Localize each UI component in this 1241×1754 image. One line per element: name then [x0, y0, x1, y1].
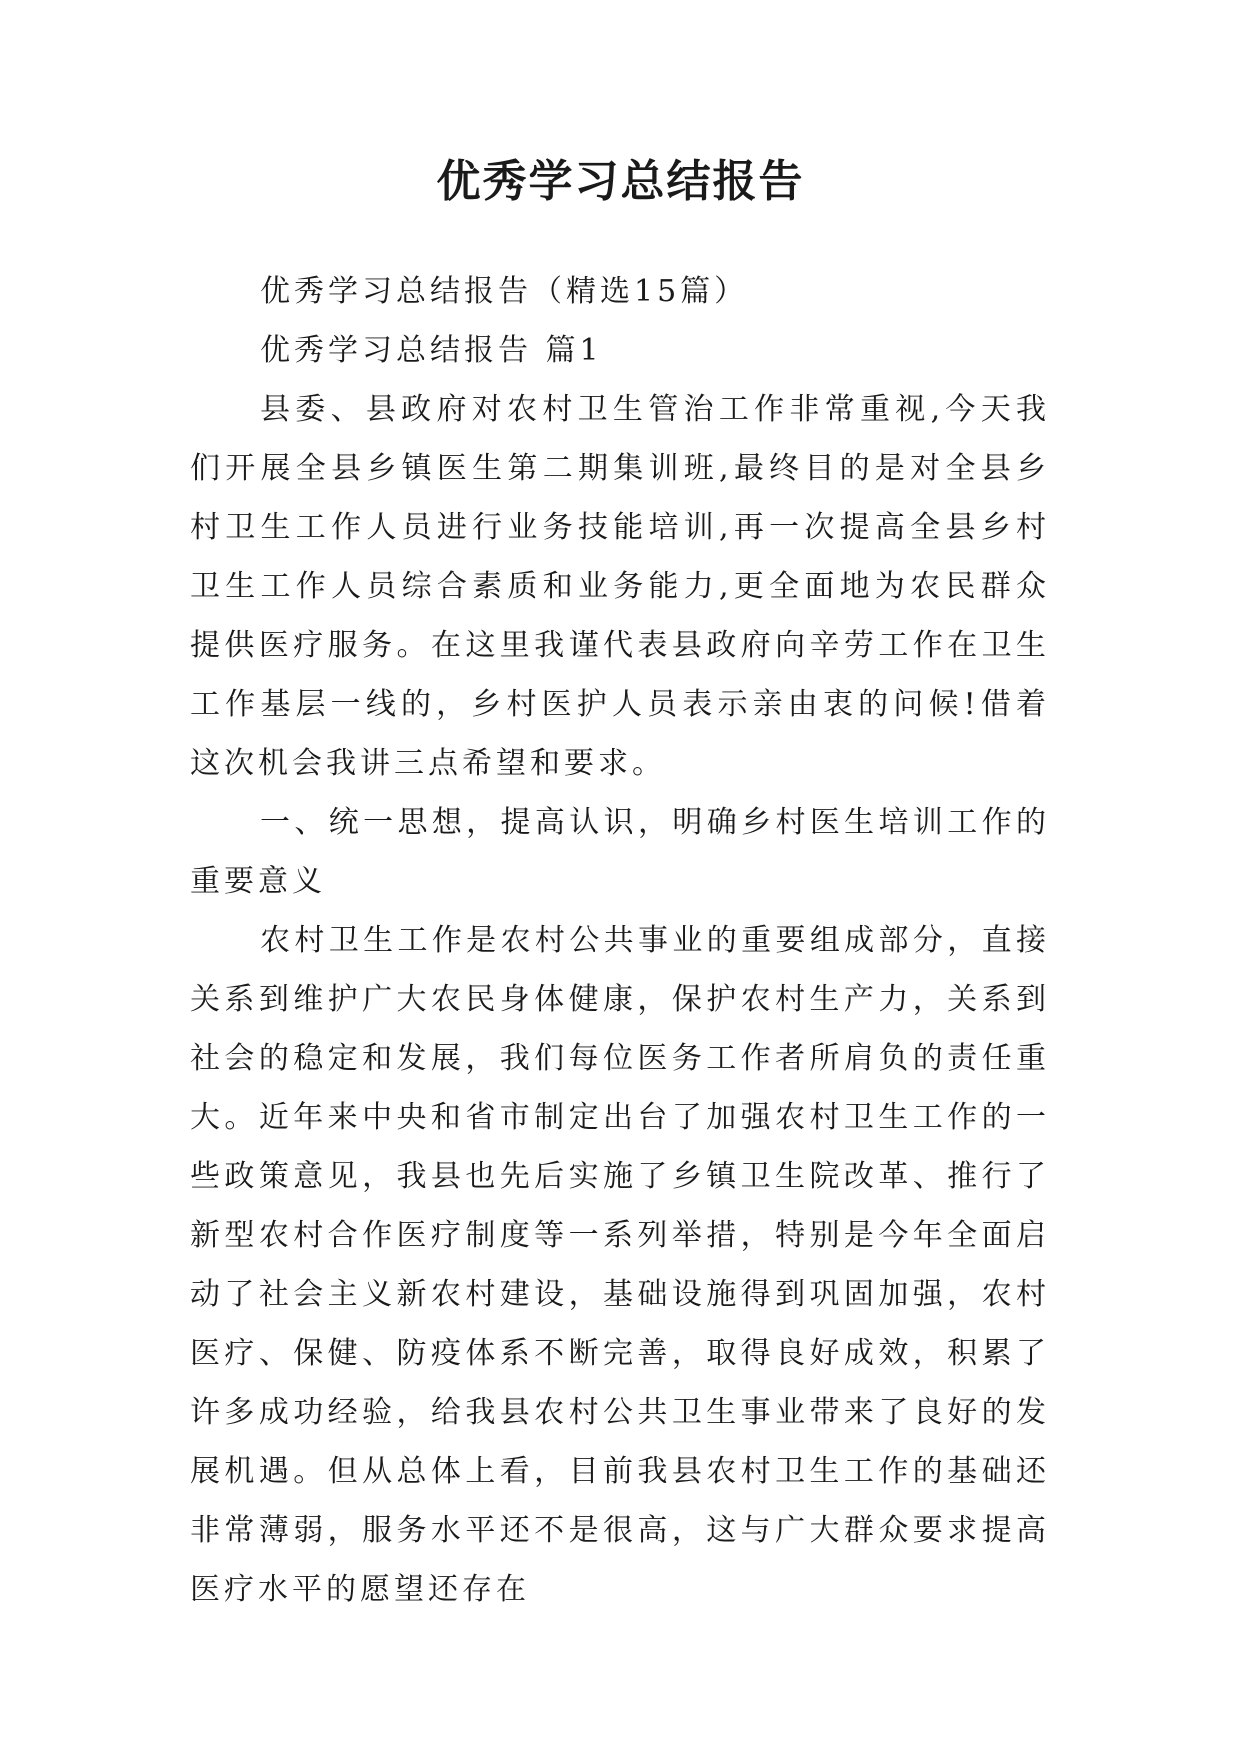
document-title: 优秀学习总结报告 — [436, 156, 805, 207]
point-heading: 一、统一思想，提高认识，明确乡村医生培训工作的重要意义 — [190, 805, 1050, 899]
body-paragraph: 县委、县政府对农村卫生管治工作非常重视,今天我们开展全县乡镇医生第二期集训班,最终目的是对全县乡村卫生工作人员进行业务技能培训,再一次提高全县乡村卫生工作人员综合素质和业务能力,更全面地为农民群众提供医疗服务。在这里我谨代表县政府向辛劳工作在卫生工作基层一线的，乡村医护人员表示亲由衷的问候!借着这次机会我讲三点希望和要求。 — [190, 392, 1050, 781]
subtitle-paragraph: 优秀学习总结报告（精选15篇） — [260, 274, 749, 309]
section-heading: 优秀学习总结报告 篇1 — [260, 333, 603, 368]
body-paragraph: 农村卫生工作是农村公共事业的重要组成部分，直接关系到维护广大农民身体健康，保护农村生产力，关系到社会的稳定和发展，我们每位医务工作者所肩负的责任重大。近年来中央和省市制定出台了加强农村卫生工作的一些政策意见，我县也先后实施了乡镇卫生院改革、推行了新型农村合作医疗制度等一系列举措，特别是今年全面启动了社会主义新农村建设，基础设施得到巩固加强，农村医疗、保健、防疫体系不断完善，取得良好成效，积累了许多成功经验，给我县农村公共卫生事业带来了良好的发展机遇。但从总体上看，目前我县农村卫生工作的基础还非常薄弱，服务水平还不是很高，这与广大群众要求提高医疗水平的愿望还存在 — [190, 923, 1050, 1607]
document-body — [190, 262, 1050, 1619]
